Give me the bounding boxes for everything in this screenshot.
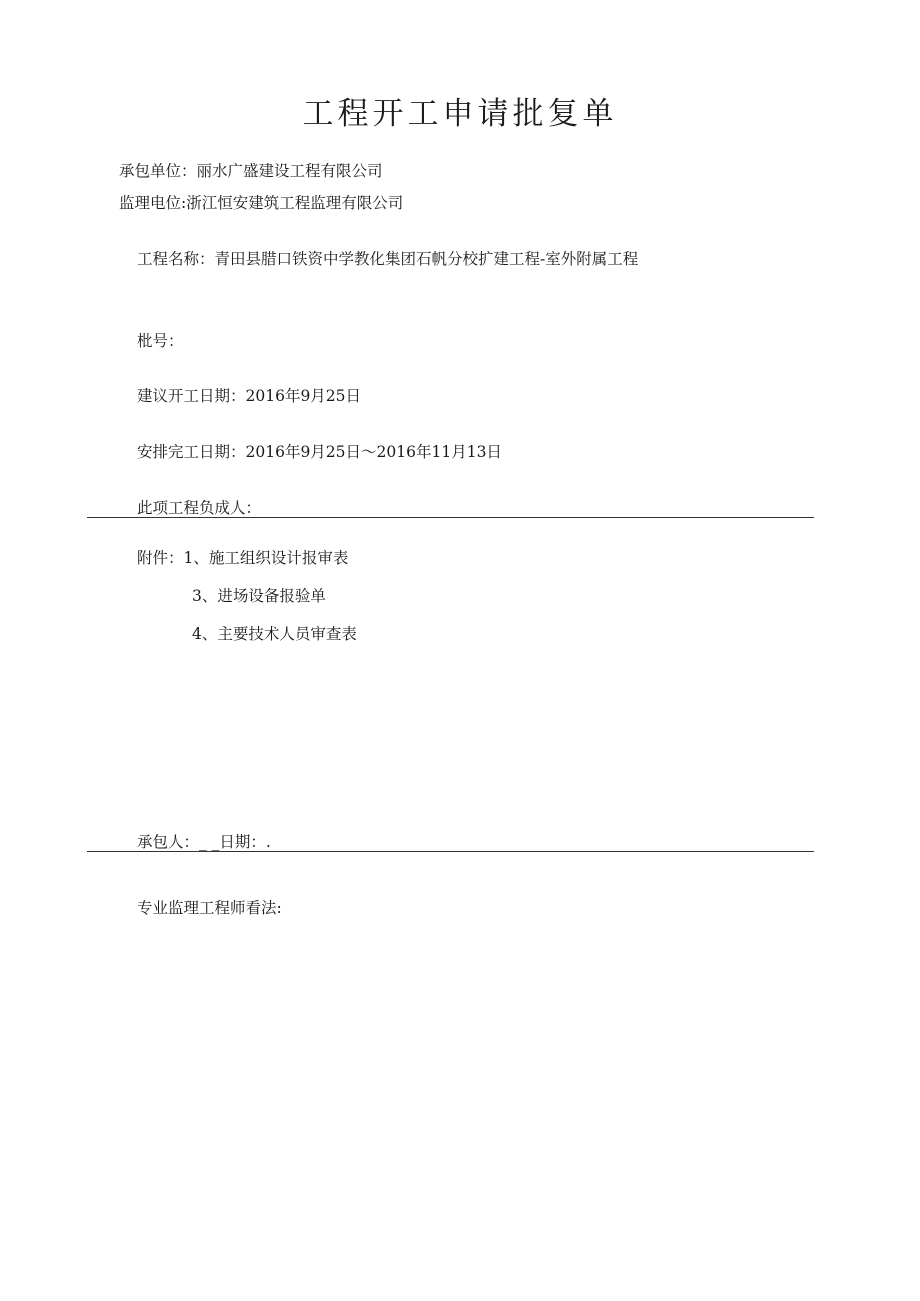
- attachment-item-3: 3、进场设备报验单: [192, 587, 326, 605]
- engineer-opinion: 专业监理工程师看法:: [137, 899, 282, 917]
- attachment-item-4: 4、主要技术人员审查表: [192, 625, 357, 643]
- scheduled-completion-date: 安排完工日期：2016年9月25日～2016年11月13日: [137, 443, 502, 461]
- supervision-unit: 监理电位:浙江恒安建筑工程监理有限公司: [119, 194, 404, 212]
- contractor-signature-date: 承包人：_ _日期：.: [137, 833, 271, 851]
- attachment-item-1: 附件：1、施工组织设计报审表: [137, 549, 349, 567]
- proposed-start-date: 建议开工日期：2016年9月25日: [137, 387, 362, 405]
- divider-line: [87, 851, 814, 852]
- batch-number: 枇号：: [137, 332, 184, 350]
- project-responsible-person: 此项工程负成人：: [137, 499, 262, 517]
- contractor-unit: 承包单位：丽水广盛建设工程有限公司: [119, 162, 383, 180]
- divider-line: [87, 517, 814, 518]
- form-title: 工程开工申请批复单: [302, 96, 618, 132]
- project-name: 工程名称：青田县腊口铁资中学教化集团石帆分校扩建工程-室外附属工程: [137, 250, 639, 268]
